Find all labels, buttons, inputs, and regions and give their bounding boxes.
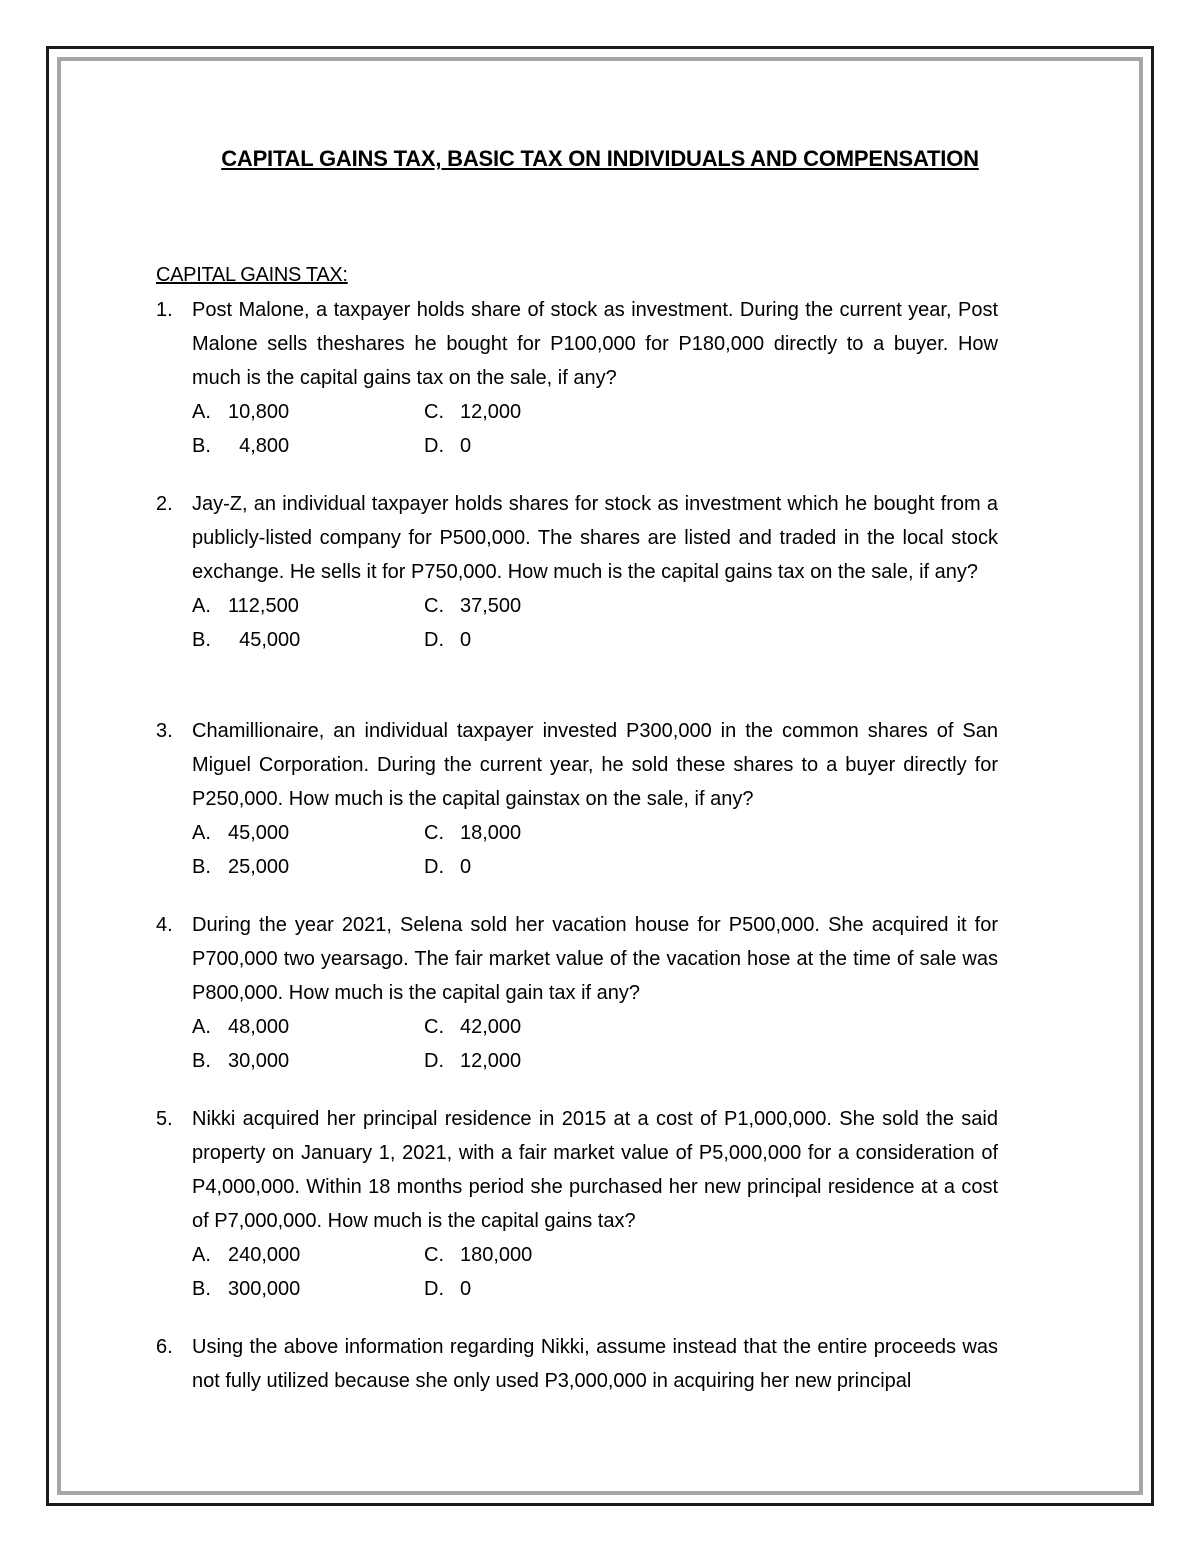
choice-letter: C.: [424, 401, 444, 423]
question-2: [156, 487, 998, 657]
question-text: Nikki acquired her principal residence in 2015 at a cost of P1,000,000. She sold the said property on January 1, 2021, with a fair market value of P5,000,000 for a consideration of P4,000,000. Within 18 months period she purchased her new principal residence at a cost of P7,000,000. How much is the capital gains tax?: [192, 1108, 998, 1232]
choice-d: [424, 1272, 471, 1306]
choice-letter: C.: [424, 1244, 444, 1266]
choice-c: [424, 816, 521, 850]
question-5: [156, 1102, 998, 1306]
answer-choices: [192, 395, 998, 463]
choice-letter: B.: [192, 1278, 211, 1300]
question-number: 6.: [156, 1336, 173, 1358]
choice-value: 45,000: [228, 629, 301, 651]
choice-c: [424, 1238, 532, 1272]
choice-value: 18,000: [460, 822, 522, 844]
choice-value: 12,000: [460, 401, 522, 423]
question-number: 3.: [156, 720, 173, 742]
choice-value: 48,000: [228, 1016, 290, 1038]
question-3: [156, 714, 998, 884]
choice-c: [424, 1010, 521, 1044]
choice-letter: D.: [424, 1050, 444, 1072]
choice-value: 25,000: [228, 856, 290, 878]
choice-letter: A.: [192, 401, 211, 423]
choice-letter: D.: [424, 1278, 444, 1300]
document-title: CAPITAL GAINS TAX, BASIC TAX ON INDIVIDUALS AND COMPENSATION: [221, 146, 979, 171]
choice-value: 12,000: [460, 1050, 522, 1072]
choice-value: 0: [460, 1278, 472, 1300]
choice-letter: B.: [192, 629, 211, 651]
question-text: During the year 2021, Selena sold her vacation house for P500,000. She acquired it for P700,000 two yearsago. The fair market value of the vacation hose at the time of sale was P800,000. How much is the capital gain tax if any?: [192, 914, 998, 1004]
choice-value: 30,000: [228, 1050, 290, 1072]
choice-a: [192, 1010, 289, 1044]
choice-c: [424, 589, 521, 623]
choice-letter: A.: [192, 822, 211, 844]
choice-value: 112,500: [228, 595, 299, 617]
question-number: 2.: [156, 493, 173, 515]
choice-letter: C.: [424, 1016, 444, 1038]
choice-a: [192, 816, 289, 850]
choice-d: [424, 623, 471, 657]
answer-choices: [192, 816, 998, 884]
question-number: 4.: [156, 914, 173, 936]
choice-d: [424, 1044, 521, 1078]
question-text: Jay-Z, an individual taxpayer holds shares for stock as investment which he bought from a publicly-listed company for P500,000. The shares are listed and traded in the local stock exchange. He sells it for P750,000. How much is the capital gains tax on the sale, if any?: [192, 493, 998, 583]
choice-letter: B.: [192, 1050, 211, 1072]
choice-value: 300,000: [228, 1278, 301, 1300]
answer-choices: [192, 1010, 998, 1078]
choice-value: 0: [460, 435, 472, 457]
choice-a: [192, 395, 289, 429]
choice-d: [424, 429, 471, 463]
choice-letter: B.: [192, 435, 211, 457]
question-number: 1.: [156, 299, 173, 321]
choice-c: [424, 395, 521, 429]
choice-letter: B.: [192, 856, 211, 878]
choice-letter: C.: [424, 595, 444, 617]
section-label-capital-gains-tax: CAPITAL GAINS TAX:: [156, 264, 348, 286]
choice-value: 4,800: [228, 435, 290, 457]
choice-letter: C.: [424, 822, 444, 844]
choice-a: [192, 589, 299, 623]
choice-letter: A.: [192, 595, 211, 617]
choice-value: 37,500: [460, 595, 522, 617]
choice-a: [192, 1238, 300, 1272]
choice-d: [424, 850, 471, 884]
choice-letter: D.: [424, 435, 444, 457]
question-4: [156, 908, 998, 1078]
choice-b: [192, 850, 289, 884]
choice-value: 45,000: [228, 822, 290, 844]
choice-b: [192, 429, 289, 463]
choice-value: 0: [460, 629, 472, 651]
answer-choices: [192, 1238, 998, 1306]
choice-value: 10,800: [228, 401, 290, 423]
choice-value: 240,000: [228, 1244, 301, 1266]
choice-letter: D.: [424, 629, 444, 651]
question-text: Post Malone, a taxpayer holds share of stock as investment. During the current year, Post Malone sells theshares he bought for P100,000 for P180,000 directly to a buyer. How much is the capital gains tax on the sale, if any?: [192, 299, 998, 389]
question-text: Using the above information regarding Nikki, assume instead that the entire proceeds was not fully utilized because she only used P3,000,000 in acquiring her new principal: [192, 1336, 998, 1392]
choice-b: [192, 623, 300, 657]
question-number: 5.: [156, 1108, 173, 1130]
question-text: Chamillionaire, an individual taxpayer invested P300,000 in the common shares of San Miguel Corporation. During the current year, he sold these shares to a buyer directly for P250,000. How much is the capital gainstax on the sale, if any?: [192, 720, 998, 810]
question-6: [156, 1330, 998, 1398]
choice-value: 42,000: [460, 1016, 522, 1038]
choice-b: [192, 1272, 300, 1306]
choice-b: [192, 1044, 289, 1078]
choice-value: 0: [460, 856, 472, 878]
question-1: [156, 293, 998, 463]
choice-value: 180,000: [460, 1244, 533, 1266]
choice-letter: A.: [192, 1016, 211, 1038]
choice-letter: A.: [192, 1244, 211, 1266]
choice-letter: D.: [424, 856, 444, 878]
answer-choices: [192, 589, 998, 657]
